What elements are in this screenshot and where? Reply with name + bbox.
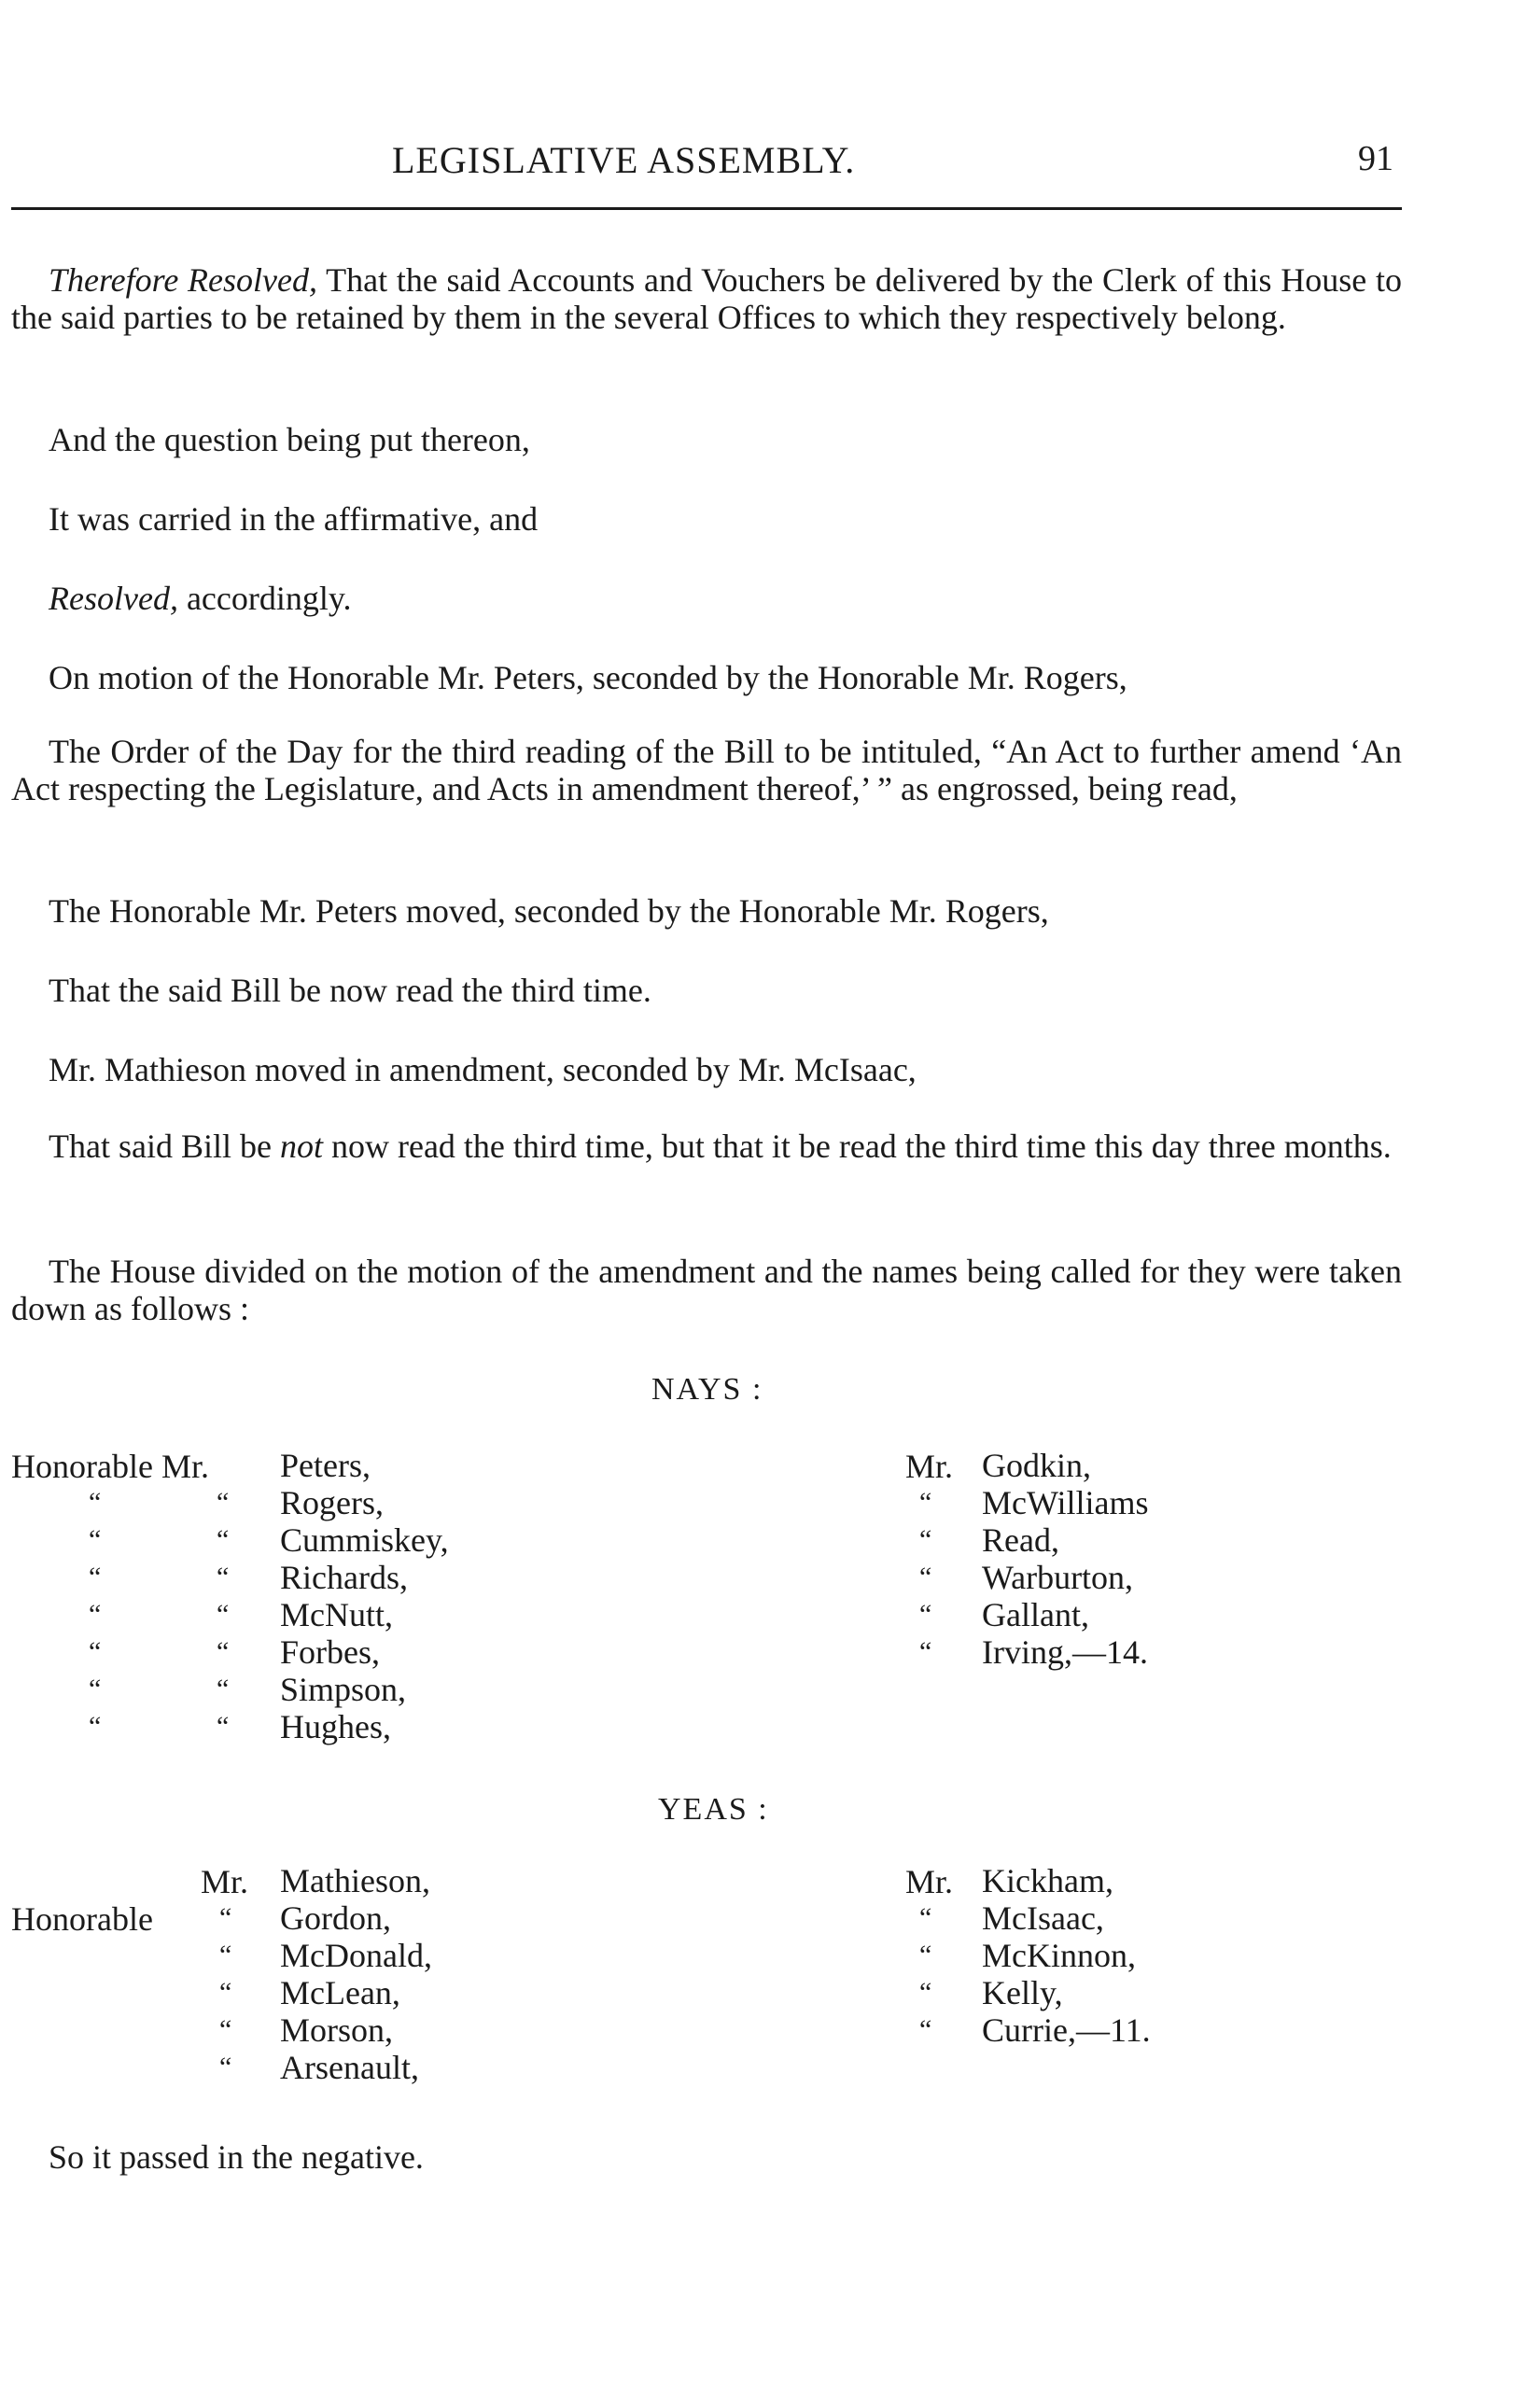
name-item: McKinnon, [982,1937,1136,1974]
resolved-accordingly-italic: Resolved, [49,580,178,617]
name-item: Peters, [280,1447,371,1484]
nays-right-ditto [919,1484,931,1671]
name-item: McLean, [280,1974,400,2011]
nays-heading: NAYS : [651,1372,763,1407]
ditto-mark: “ [89,1487,102,1518]
name-item: McIsaac, [982,1899,1104,1937]
paragraph-not-read [11,1128,1402,1165]
ditto-mark: “ [217,1524,230,1555]
paragraph-motion: On motion of the Honorable Mr. Peters, seconded by the Honorable Mr. Rogers, [49,659,1127,696]
yeas-right-names [982,1862,1151,2049]
nays-left-prefix: Honorable Mr. [11,1448,209,1485]
name-item: Currie,—11. [982,2011,1151,2049]
division-text: The House divided on the motion of the amendment and the names being called for they were taken down as follows : [11,1253,1402,1327]
ditto-mark: “ [919,1524,932,1555]
nays-right-prefix: Mr. [905,1448,954,1485]
yeas-left-ditto [219,1899,231,2086]
yeas-right-ditto [919,1899,931,2049]
ditto-mark: “ [89,1599,102,1630]
nays-left-ditto-a [89,1484,101,1745]
yeas-right-prefix: Mr. [905,1863,954,1900]
ditto-mark: “ [89,1524,102,1555]
ditto-mark: “ [217,1674,230,1704]
page-number: 91 [1358,139,1393,178]
name-item: Arsenault, [280,2049,419,2086]
resolved-italic: Therefore Resolved, [49,261,317,299]
name-item: Rogers, [280,1484,384,1521]
yeas-left-label: Honorable [11,1900,153,1938]
ditto-mark: “ [89,1674,102,1704]
name-item: Kelly, [982,1974,1063,2011]
order-of-day-text: The Order of the Day for the third reading of the Bill to be intituled, “An Act to further amend ‘An Act respecting the Legislature, and Acts in amendment thereof,’ ” as engrossed, being read, [11,733,1402,807]
name-item: Morson, [280,2011,394,2049]
closing-line: So it passed in the negative. [49,2138,424,2176]
paragraph-order-of-day [11,733,1402,807]
running-head: LEGISLATIVE ASSEMBLY. [392,139,856,181]
ditto-mark: “ [219,2052,232,2082]
name-item: Gordon, [280,1899,391,1937]
yeas-heading: YEAS : [658,1792,769,1827]
name-item: McDonald, [280,1937,432,1974]
name-item: Kickham, [982,1862,1113,1899]
header-rule [11,207,1402,210]
ditto-mark: “ [919,1487,932,1518]
not-read-text-b: now read the third time, but that it be read the third time this day three months. [322,1128,1392,1165]
name-item: Mathieson, [280,1862,430,1899]
ditto-mark: “ [919,1599,932,1630]
yeas-left-prefix: Mr. [201,1863,249,1900]
resolved-text: That the said Accounts and Vouchers be delivered by the Clerk of this House to the said parties to be retained by them in the several Offices to which they respectively belong. [11,261,1402,336]
name-item: Cummiskey, [280,1521,449,1559]
paragraph-carried: It was carried in the affirmative, and [49,500,539,538]
paragraph-amendment: Mr. Mathieson moved in amendment, seconded by Mr. McIsaac, [49,1051,917,1088]
ditto-mark: “ [217,1487,230,1518]
name-item: Irving,—14. [982,1633,1148,1671]
paragraph-question: And the question being put thereon, [49,421,530,458]
ditto-mark: “ [919,1977,932,2008]
ditto-mark: “ [89,1562,102,1592]
name-item: Read, [982,1521,1059,1559]
not-italic: not [279,1128,323,1165]
nays-right-names [982,1447,1149,1671]
name-item: Forbes, [280,1633,380,1671]
nays-left-ditto-b [217,1484,229,1745]
ditto-mark: “ [219,1902,232,1933]
name-item: Gallant, [982,1596,1089,1633]
ditto-mark: “ [89,1636,102,1667]
ditto-mark: “ [217,1711,230,1742]
ditto-mark: “ [217,1636,230,1667]
ditto-mark: “ [89,1711,102,1742]
yeas-left-names [280,1862,432,2086]
paragraph-resolved [11,261,1402,336]
ditto-mark: “ [219,1940,232,1970]
name-item: Godkin, [982,1447,1091,1484]
nays-left-names [280,1447,449,1745]
ditto-mark: “ [219,1977,232,2008]
paragraph-moved: The Honorable Mr. Peters moved, seconded by the Honorable Mr. Rogers, [49,892,1049,930]
resolved-accordingly-text: accordingly. [177,580,352,617]
name-item: Simpson, [280,1671,407,1708]
ditto-mark: “ [919,1562,932,1592]
ditto-mark: “ [919,2014,932,2045]
ditto-mark: “ [919,1636,932,1667]
paragraph-division [11,1253,1402,1327]
name-item: Hughes, [280,1708,391,1745]
ditto-mark: “ [217,1562,230,1592]
ditto-mark: “ [217,1599,230,1630]
name-item: McNutt, [280,1596,393,1633]
ditto-mark: “ [219,2014,232,2045]
ditto-mark: “ [919,1940,932,1970]
name-item: Richards, [280,1559,408,1596]
ditto-mark: “ [919,1902,932,1933]
paragraph-third-time: That the said Bill be now read the third time. [49,972,651,1009]
name-item: McWilliams [982,1484,1149,1521]
name-item: Warburton, [982,1559,1134,1596]
not-read-text-a: That said Bill be [49,1128,280,1165]
